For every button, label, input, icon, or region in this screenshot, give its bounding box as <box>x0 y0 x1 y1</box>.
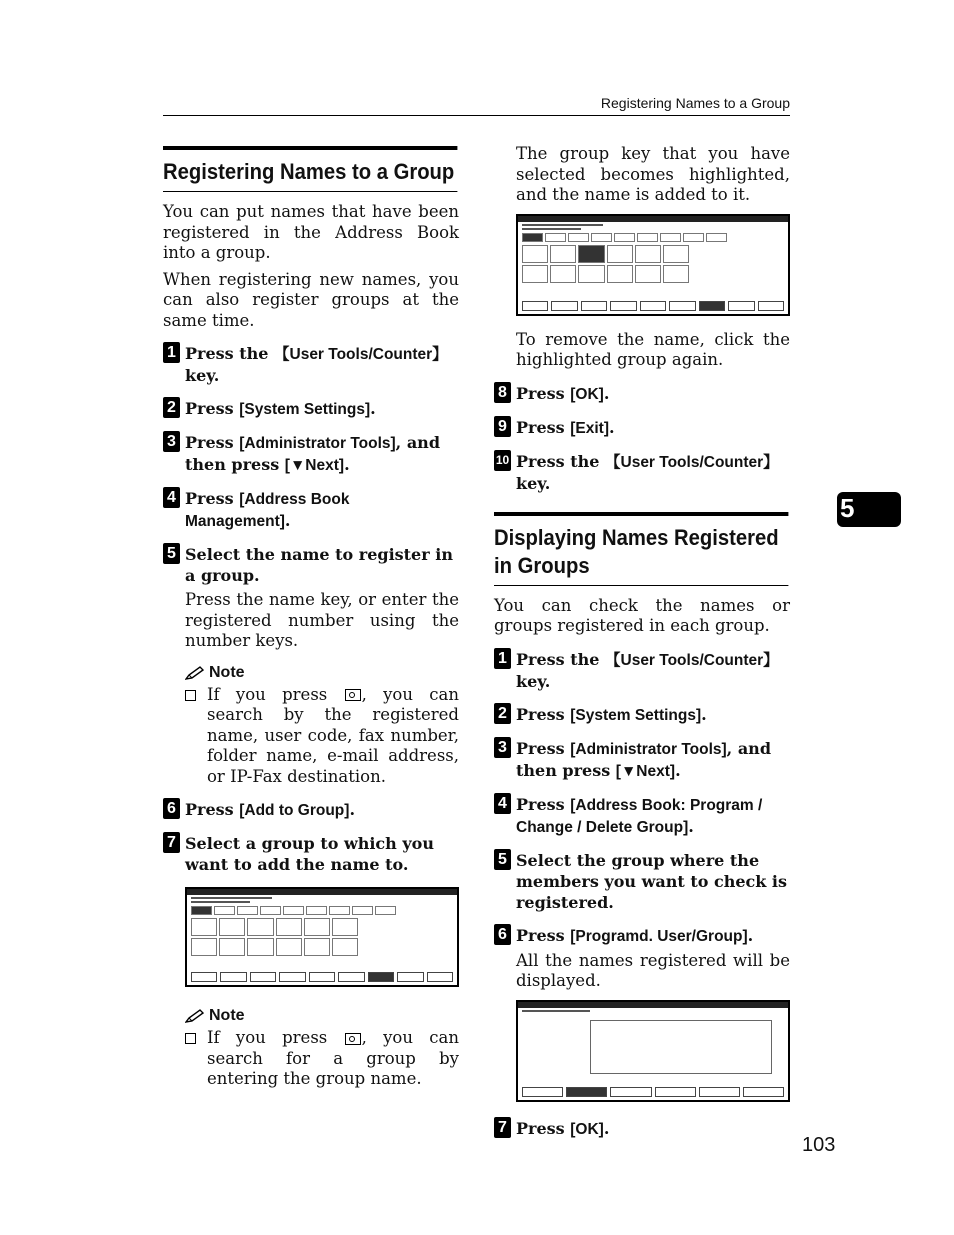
step-5: 5 Select the name to register in a group. <box>163 544 459 586</box>
screenshot-select-group <box>185 887 459 987</box>
note-item: If you press , you can search by the registered name, user code, fax number, folder name, e-mail address, or IP-Fax destination. <box>185 685 459 788</box>
note-item: If you press , you can search for a group by entering the group name. <box>185 1028 459 1090</box>
screenshot-group-highlighted <box>516 214 790 316</box>
step-5-body: Press the name key, or enter the registered number using the number keys. <box>185 590 459 650</box>
step-b2: 2 Press [System Settings]. <box>494 704 790 726</box>
checkbox-icon <box>185 1033 196 1044</box>
step-4: 4 Press [Address Book Management]. <box>163 488 459 532</box>
running-header: Registering Names to a Group <box>600 95 790 111</box>
search-key-icon <box>345 689 361 701</box>
pencil-icon <box>185 666 205 680</box>
step-number: 5 <box>494 849 511 870</box>
note-block-2 <box>163 1007 459 1090</box>
step-number: 10 <box>494 450 511 471</box>
intro-paragraph-2: When registering new names, you can also register groups at the same time. <box>163 269 459 330</box>
continued-paragraph: The group key that you have selected becomes highlighted, and the name is added to it. <box>516 144 790 204</box>
step-number: 6 <box>163 798 180 819</box>
step-number: 3 <box>494 737 511 758</box>
step-b7: 7 Press [OK]. <box>494 1118 790 1140</box>
step-b1: 1 Press the 【User Tools/Counter】 key. <box>494 649 790 692</box>
step-number: 2 <box>163 397 180 418</box>
pencil-icon <box>185 1009 205 1023</box>
search-key-icon <box>345 1033 361 1045</box>
step-number: 7 <box>494 1117 511 1138</box>
step-b6: 6 Press [Programd. User/Group]. <box>494 925 790 947</box>
step-b5: 5 Select the group where the members you want to check is registered. <box>494 850 790 913</box>
page-number: 103 <box>802 1134 836 1156</box>
step-number: 9 <box>494 416 511 437</box>
step-8: 8 Press [OK]. <box>494 383 790 405</box>
step-number: 4 <box>163 487 180 508</box>
step-number: 8 <box>494 382 511 403</box>
step-7: 7 Select a group to which you want to add the name to. <box>163 833 459 875</box>
right-column <box>494 144 790 1140</box>
step-2: 2 Press [System Settings]. <box>163 398 459 420</box>
remove-paragraph: To remove the name, click the highlighted group again. <box>516 329 790 369</box>
step-6: 6 Press [Add to Group]. <box>163 799 459 821</box>
left-column <box>163 146 459 1090</box>
intro-paragraph: You can check the names or groups registered in each group. <box>494 595 790 635</box>
chapter-tab <box>837 492 901 527</box>
step-number: 5 <box>163 543 180 564</box>
step-10: 10 Press the 【User Tools/Counter】 key. <box>495 451 779 493</box>
step-number: 1 <box>163 342 180 363</box>
step-number: 2 <box>494 703 511 724</box>
step-b4: 4 Press [Address Book: Program / Change / Delete Group]. <box>494 794 790 838</box>
step-number: 4 <box>494 793 511 814</box>
step-3: 3 Press [Administrator Tools], and then press [▼Next]. <box>163 432 459 476</box>
step-number: 6 <box>494 924 511 945</box>
intro-paragraph: You can put names that have been registered in the Address Book into a group. <box>163 202 459 262</box>
screenshot-programmed-users <box>516 1000 790 1102</box>
section-title: Registering Names to a Group <box>163 146 457 192</box>
header-rule <box>163 115 790 116</box>
step-number: 7 <box>163 832 180 853</box>
step-9: 9 Press [Exit]. <box>494 417 790 439</box>
section-title-2: Displaying Names Registered in Groups <box>494 512 788 586</box>
step-1: 1 Press the 【User Tools/Counter】 key. <box>163 343 459 386</box>
step-b6-body: All the names registered will be displayed. <box>516 950 790 990</box>
chapter-number: 5 <box>840 493 855 523</box>
step-number: 3 <box>163 431 180 452</box>
note-heading: Note <box>185 664 459 682</box>
checkbox-icon <box>185 690 196 701</box>
note-block <box>163 664 459 788</box>
note-heading: Note <box>185 1007 459 1025</box>
step-b3: 3 Press [Administrator Tools], and then press [▼Next]. <box>494 738 790 782</box>
step-number: 1 <box>494 648 511 669</box>
